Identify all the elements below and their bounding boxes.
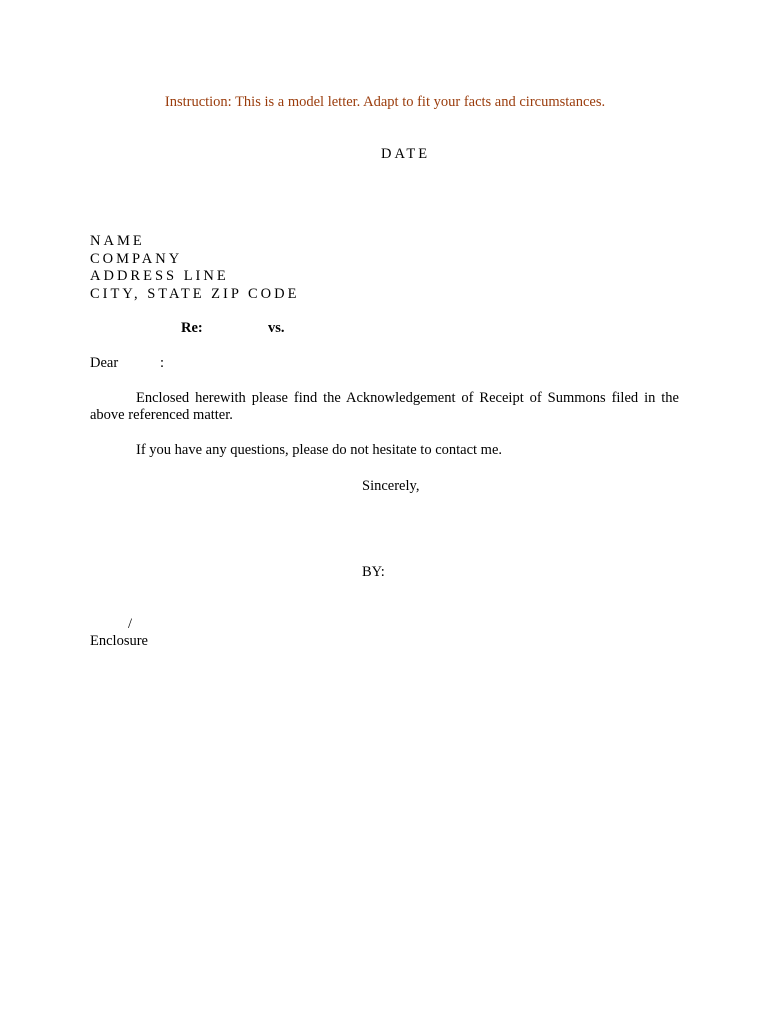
enclosure-note: Enclosure xyxy=(90,633,148,649)
recipient-name: NAME xyxy=(90,233,145,249)
date-placeholder: DATE xyxy=(381,146,431,162)
body-paragraph-enclosed: Enclosed herewith please find the Acknowledgement of Receipt of Summons filed in the above referenced matter. xyxy=(90,390,679,423)
closing: Sincerely, xyxy=(362,478,420,494)
initials-separator: / xyxy=(128,616,133,632)
signature-by-label: BY: xyxy=(362,564,385,580)
vs-label: vs. xyxy=(268,320,285,336)
instruction-note: Instruction: This is a model letter. Adapt to fit your facts and circumstances. xyxy=(164,94,606,110)
re-label: Re: xyxy=(181,320,203,336)
body-paragraph-questions: If you have any questions, please do not hesitate to contact me. xyxy=(136,442,503,458)
salutation-colon: : xyxy=(160,355,165,371)
recipient-city-state-zip: CITY, STATE ZIP CODE xyxy=(90,286,300,302)
recipient-address-line: ADDRESS LINE xyxy=(90,268,229,284)
recipient-company: COMPANY xyxy=(90,251,183,267)
salutation: Dear xyxy=(90,355,119,371)
